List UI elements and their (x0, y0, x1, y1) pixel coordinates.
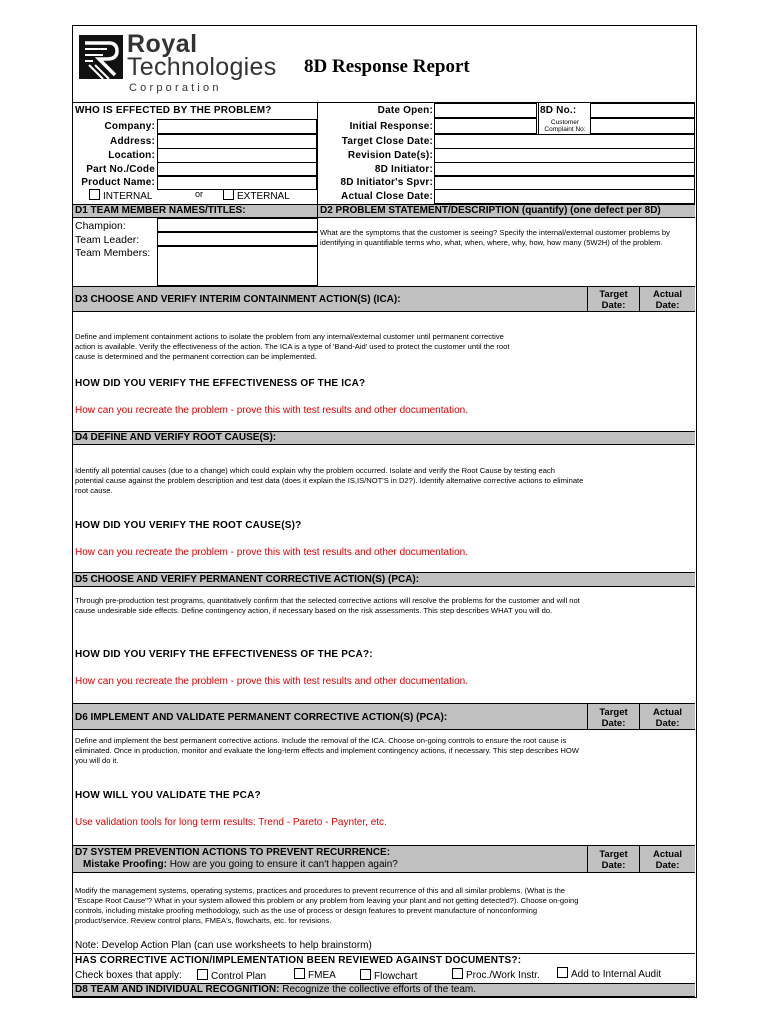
target-close-field[interactable] (434, 134, 695, 149)
d7-actual-date: Actual Date: (639, 846, 695, 872)
8d-report-form (72, 25, 697, 998)
address-label: Address: (110, 136, 155, 147)
d6-actual-date: Actual Date: (639, 704, 695, 729)
team-members-field[interactable] (157, 246, 318, 286)
product-name-field[interactable] (157, 176, 317, 190)
customer-complaint-label: Customer Complaint No: (544, 119, 586, 133)
d7-target-date: Target Date: (587, 846, 639, 872)
8d-no-label: 8D No.: (540, 105, 577, 116)
d5-description: Through pre-production test programs, quantitatively confirm that the selected corrective actions will resolve the problems for the customer and will not cause undesirable side effects. Define contingency action, if necessary based on the risk assessments. This step describes WHAT you will do. (75, 596, 580, 615)
revision-dates-label: Revision Date(s): (347, 150, 433, 161)
who-effected-label: WHO IS EFFECTED BY THE PROBLEM? (75, 105, 272, 116)
logo (79, 32, 294, 92)
initial-response-field[interactable] (434, 118, 537, 134)
logo-word-royal: Royal (127, 30, 198, 58)
d4-description: Identify all potential causes (due to a change) which could explain why the problem occurred. Isolate and verify the Root Cause by testing each potential cause against the problem description and test data (does it explain the IS,IS/NOT'S in D2?). Identify alternative corrective actions to eliminate root cause. (75, 466, 584, 495)
d4-question: HOW DID YOU VERIFY THE ROOT CAUSE(S)? (75, 520, 302, 531)
proc-work-instr-checkbox[interactable] (452, 968, 463, 979)
revision-dates-field[interactable] (434, 148, 695, 163)
d6-hint: Use validation tools for long term results: Trend - Pareto - Paynter, etc. (75, 817, 387, 828)
location-field[interactable] (157, 148, 317, 163)
d5-header: D5 CHOOSE AND VERIFY PERMANENT CORRECTIVE ACTION(S) (PCA): (73, 572, 695, 587)
d8-header: D8 TEAM AND INDIVIDUAL RECOGNITION: Recognize the collective efforts of the team. (73, 983, 695, 997)
logo-word-corporation: Corporation (129, 82, 222, 94)
d3-actual-date: Actual Date: (639, 287, 695, 311)
proc-work-instr-option[interactable]: Proc./Work Instr. (452, 968, 540, 981)
product-name-label: Product Name: (81, 177, 155, 188)
actual-close-field[interactable] (434, 189, 695, 204)
d7-note: Note: Develop Action Plan (can use worksheets to help brainstorm) (75, 940, 372, 951)
part-no-label: Part No./Code (86, 164, 155, 175)
company-label: Company: (104, 121, 155, 132)
company-field[interactable] (157, 119, 317, 134)
d7-description: Modify the management systems, operating systems, practices and procedures to prevent recurrence of this and all similar problems. (What is the "Escape Root Cause"? What in your system allowed this problem or any problem from leaving your plant and not getting detected?). Choose on-going controls, including mistake proofing methodology, such as the use of process or design features to prevent manufacture of nonconforming product/service. Review control plans, FMEA's, flowcharts, etc. for revisions. (75, 886, 579, 925)
customer-complaint-field[interactable] (590, 118, 695, 134)
champion-label: Champion: (75, 220, 126, 232)
initiator-field[interactable] (434, 162, 695, 176)
target-close-label: Target Close Date: (341, 136, 433, 147)
d5-hint: How can you recreate the problem - prove this with test results and other documentation. (75, 676, 468, 687)
d6-target-date: Target Date: (587, 704, 639, 729)
actual-close-label: Actual Close Date: (341, 191, 433, 202)
initiator-label: 8D Initiator: (374, 164, 433, 175)
logo-mark-icon (79, 35, 123, 79)
d4-header: D4 DEFINE AND VERIFY ROOT CAUSE(S): (73, 431, 695, 445)
d1-header: D1 TEAM MEMBER NAMES/TITLES: (73, 204, 318, 218)
internal-option[interactable]: INTERNAL (89, 189, 152, 202)
flowchart-option[interactable]: Flowchart (360, 969, 417, 982)
add-to-internal-audit-option[interactable]: Add to Internal Audit (557, 967, 667, 980)
initiator-spvr-label: 8D Initiator's Spvr: (340, 177, 433, 188)
fmea-option[interactable]: FMEA (294, 968, 336, 981)
initial-response-label: Initial Response: (349, 121, 433, 132)
location-label: Location: (108, 150, 155, 161)
d3-question: HOW DID YOU VERIFY THE EFFECTIVENESS OF THE ICA? (75, 378, 366, 389)
control-plan-option[interactable]: Control Plan (197, 969, 266, 982)
champion-field[interactable] (157, 218, 318, 232)
team-leader-field[interactable] (157, 232, 318, 246)
initiator-spvr-field[interactable] (434, 176, 695, 190)
flowchart-checkbox[interactable] (360, 969, 371, 980)
d6-header: D6 IMPLEMENT AND VALIDATE PERMANENT CORRECTIVE ACTION(S) (PCA): (73, 703, 695, 730)
d2-header: D2 PROBLEM STATEMENT/DESCRIPTION (quantify) (one defect per 8D) (317, 204, 695, 218)
d7-reviewed-question: HAS CORRECTIVE ACTION/IMPLEMENTATION BEEN REVIEWED AGAINST DOCUMENTS?: (75, 955, 522, 966)
d5-question: HOW DID YOU VERIFY THE EFFECTIVENESS OF THE PCA?: (75, 649, 373, 660)
d3-hint: How can you recreate the problem - prove this with test results and other documentation. (75, 405, 468, 416)
d3-target-date: Target Date: (587, 287, 639, 311)
page-title: 8D Response Report (304, 56, 470, 77)
external-checkbox[interactable] (223, 189, 234, 200)
part-no-field[interactable] (157, 162, 317, 176)
d7-subtitle: Mistake Proofing: How are you going to ensure it can't happen again? (83, 859, 398, 870)
d3-description: Define and implement containment actions to isolate the problem from any internal/external customer until permanent corrective action is available. Verify the effectiveness of the action. The ICA is a type of 'Band-Aid' used to protect the customer until the root cause is determined and the permanent correction can be implemented. (75, 332, 510, 361)
date-open-field[interactable] (434, 103, 537, 118)
d4-hint: How can you recreate the problem - prove this with test results and other documentation. (75, 547, 468, 558)
or-text: or (195, 189, 204, 199)
date-open-label: Date Open: (377, 105, 433, 116)
d3-header: D3 CHOOSE AND VERIFY INTERIM CONTAINMENT ACTION(S) (ICA): (73, 286, 695, 312)
add-to-internal-audit-checkbox[interactable] (557, 967, 568, 978)
fmea-checkbox[interactable] (294, 968, 305, 979)
internal-checkbox[interactable] (89, 189, 100, 200)
logo-word-technologies: Technologies (127, 53, 277, 81)
d7-header: D7 SYSTEM PREVENTION ACTIONS TO PREVENT RECURRENCE: Mistake Proofing: How are you going to ensure it can't happen again? (73, 845, 695, 873)
address-field[interactable] (157, 134, 317, 149)
team-leader-label: Team Leader: (75, 234, 140, 246)
d2-description: What are the symptoms that the customer is seeing? Specify the internal/external customer problems by identifying in quantifiable terms who, what, when, where, why, how, how many (5W2H) of the problem. (320, 228, 670, 247)
d6-question: HOW WILL YOU VALIDATE THE PCA? (75, 790, 261, 801)
team-members-label: Team Members: (75, 247, 151, 259)
control-plan-checkbox[interactable] (197, 969, 208, 980)
d6-description: Define and implement the best permanent corrective actions. Include the removal of the ICA. Choose on-going controls to ensure the root cause is eliminated. Once in production, monitor and evaluate the long-term effects and implement contingency actions, if necessary. This step describes HOW you will do it. (75, 736, 579, 765)
check-boxes-label: Check boxes that apply: (75, 970, 182, 981)
8d-no-field[interactable] (590, 103, 695, 118)
external-option[interactable]: EXTERNAL (223, 189, 290, 202)
